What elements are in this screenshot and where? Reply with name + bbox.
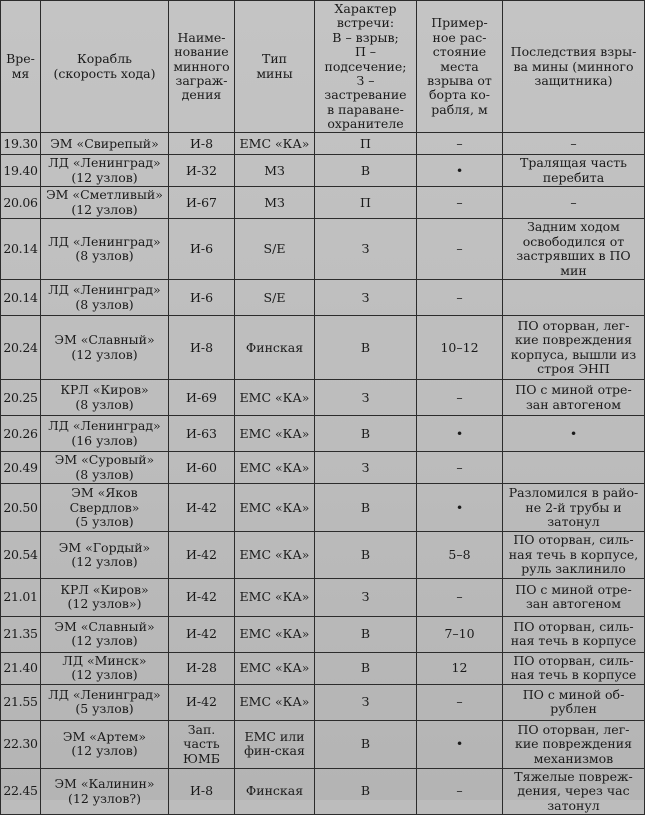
table-row bbox=[1, 316, 645, 380]
cell-ship: ЛД «Ленинград» (16 узлов) bbox=[41, 416, 169, 452]
cell-character: З bbox=[315, 219, 417, 280]
table-row bbox=[1, 768, 645, 815]
cell-time: 21.55 bbox=[1, 684, 41, 720]
cell-ship: ЭМ «Славный» (12 узлов) bbox=[41, 616, 169, 652]
cell-distance: 7–10 bbox=[417, 616, 503, 652]
cell-ship: ЭМ «Гордый» (12 узлов) bbox=[41, 532, 169, 579]
cell-barrage: И-42 bbox=[169, 684, 235, 720]
cell-consequences: – bbox=[503, 133, 645, 155]
cell-consequences: ПО оторван, силь- ная течь в корпусе, руль заклинило bbox=[503, 532, 645, 579]
cell-distance: 12 bbox=[417, 652, 503, 684]
cell-barrage: И-42 bbox=[169, 484, 235, 532]
cell-mine-type: МЗ bbox=[235, 155, 315, 187]
table-row bbox=[1, 484, 645, 532]
cell-time: 20.49 bbox=[1, 452, 41, 484]
cell-time: 20.50 bbox=[1, 484, 41, 532]
cell-distance: – bbox=[417, 768, 503, 815]
cell-barrage: И-42 bbox=[169, 616, 235, 652]
cell-time: 20.14 bbox=[1, 280, 41, 316]
table-row bbox=[1, 280, 645, 316]
cell-ship: ЛД «Ленинград» (12 узлов) bbox=[41, 155, 169, 187]
table-row bbox=[1, 720, 645, 768]
cell-time: 20.14 bbox=[1, 219, 41, 280]
cell-consequences: Разломился в райо- не 2-й трубы и затонул bbox=[503, 484, 645, 532]
cell-time: 22.30 bbox=[1, 720, 41, 768]
cell-ship: ЭМ «Славный» (12 узлов) bbox=[41, 316, 169, 380]
cell-character: В bbox=[315, 616, 417, 652]
cell-ship: ЭМ «Калинин» (12 узлов?) bbox=[41, 768, 169, 815]
cell-mine-type: ЕМС «КА» bbox=[235, 652, 315, 684]
table-row bbox=[1, 219, 645, 280]
cell-ship: ЛД «Ленинград» (8 узлов) bbox=[41, 219, 169, 280]
cell-ship: ЭМ «Суровый» (8 узлов) bbox=[41, 452, 169, 484]
cell-mine-type: Финская bbox=[235, 768, 315, 815]
cell-character: З bbox=[315, 578, 417, 616]
cell-barrage: Зап. часть ЮМБ bbox=[169, 720, 235, 768]
cell-mine-type: ЕМС «КА» bbox=[235, 578, 315, 616]
cell-time: 20.26 bbox=[1, 416, 41, 452]
table-row bbox=[1, 652, 645, 684]
cell-ship: ЛД «Ленинград» (8 узлов) bbox=[41, 280, 169, 316]
cell-character: В bbox=[315, 652, 417, 684]
cell-distance: – bbox=[417, 452, 503, 484]
cell-barrage: И-60 bbox=[169, 452, 235, 484]
cell-mine-type: ЕМС или фин-ская bbox=[235, 720, 315, 768]
cell-barrage: И-28 bbox=[169, 652, 235, 684]
cell-consequences: ПО оторван, лег- кие повреждения механизмов bbox=[503, 720, 645, 768]
cell-consequences: Задним ходом освободился от застрявших в ПО мин bbox=[503, 219, 645, 280]
cell-barrage: И-8 bbox=[169, 768, 235, 815]
cell-consequences bbox=[503, 452, 645, 484]
cell-barrage: И-69 bbox=[169, 380, 235, 416]
table-row bbox=[1, 684, 645, 720]
header-mine-type: Тип мины bbox=[235, 1, 315, 133]
cell-distance: – bbox=[417, 578, 503, 616]
cell-character: В bbox=[315, 416, 417, 452]
cell-consequences: • bbox=[503, 416, 645, 452]
cell-ship: ЭМ «Яков Свердлов» (5 узлов) bbox=[41, 484, 169, 532]
table-body bbox=[1, 133, 645, 815]
cell-character: П bbox=[315, 187, 417, 219]
cell-mine-type: ЕМС «КА» bbox=[235, 532, 315, 579]
cell-barrage: И-6 bbox=[169, 280, 235, 316]
cell-distance: • bbox=[417, 416, 503, 452]
cell-distance: – bbox=[417, 133, 503, 155]
cell-mine-type: МЗ bbox=[235, 187, 315, 219]
cell-time: 20.25 bbox=[1, 380, 41, 416]
cell-consequences: Тяжелые повреж- дения, через час затонул bbox=[503, 768, 645, 815]
cell-time: 19.40 bbox=[1, 155, 41, 187]
cell-distance: • bbox=[417, 720, 503, 768]
cell-mine-type: S/E bbox=[235, 280, 315, 316]
cell-distance: 5–8 bbox=[417, 532, 503, 579]
table-row bbox=[1, 578, 645, 616]
cell-mine-type: ЕМС «КА» bbox=[235, 616, 315, 652]
cell-character: З bbox=[315, 452, 417, 484]
cell-ship: ЛД «Ленинград» (5 узлов) bbox=[41, 684, 169, 720]
cell-character: В bbox=[315, 484, 417, 532]
cell-time: 21.01 bbox=[1, 578, 41, 616]
cell-barrage: И-32 bbox=[169, 155, 235, 187]
header-time: Вре- мя bbox=[1, 1, 41, 133]
cell-ship: ЛД «Минск» (12 узлов) bbox=[41, 652, 169, 684]
table-row bbox=[1, 616, 645, 652]
cell-barrage: И-63 bbox=[169, 416, 235, 452]
table-row bbox=[1, 380, 645, 416]
cell-distance: – bbox=[417, 187, 503, 219]
header-barrage: Наиме- нование минного заграж- дения bbox=[169, 1, 235, 133]
cell-mine-type: ЕМС «КА» bbox=[235, 133, 315, 155]
cell-consequences: ПО с миной отре- зан автогеном bbox=[503, 578, 645, 616]
cell-distance: 10–12 bbox=[417, 316, 503, 380]
cell-mine-type: ЕМС «КА» bbox=[235, 416, 315, 452]
table-row bbox=[1, 452, 645, 484]
cell-barrage: И-8 bbox=[169, 133, 235, 155]
cell-time: 21.35 bbox=[1, 616, 41, 652]
cell-barrage: И-42 bbox=[169, 532, 235, 579]
table-row bbox=[1, 187, 645, 219]
cell-character: З bbox=[315, 280, 417, 316]
cell-consequences: ПО оторван, силь- ная течь в корпусе bbox=[503, 616, 645, 652]
cell-barrage: И-42 bbox=[169, 578, 235, 616]
cell-distance: – bbox=[417, 380, 503, 416]
cell-ship: ЭМ «Сметливый» (12 узлов) bbox=[41, 187, 169, 219]
cell-distance: – bbox=[417, 280, 503, 316]
cell-ship: ЭМ «Артем» (12 узлов) bbox=[41, 720, 169, 768]
table-row bbox=[1, 416, 645, 452]
cell-distance: • bbox=[417, 484, 503, 532]
cell-time: 21.40 bbox=[1, 652, 41, 684]
cell-consequences: ПО оторван, лег- кие повреждения корпуса, вышли из строя ЭНП bbox=[503, 316, 645, 380]
header-character: Характер встречи: В – взрыв; П – подсечение; З – застревание в параване- охранителе bbox=[315, 1, 417, 133]
cell-ship: КРЛ «Киров» (8 узлов) bbox=[41, 380, 169, 416]
cell-distance: – bbox=[417, 684, 503, 720]
cell-distance: • bbox=[417, 155, 503, 187]
cell-distance: – bbox=[417, 219, 503, 280]
cell-character: З bbox=[315, 684, 417, 720]
cell-time: 19.30 bbox=[1, 133, 41, 155]
cell-consequences: ПО с миной об- рублен bbox=[503, 684, 645, 720]
cell-barrage: И-8 bbox=[169, 316, 235, 380]
cell-character: З bbox=[315, 380, 417, 416]
cell-ship: ЭМ «Свирепый» bbox=[41, 133, 169, 155]
cell-character: В bbox=[315, 155, 417, 187]
cell-consequences: Тралящая часть перебита bbox=[503, 155, 645, 187]
cell-consequences bbox=[503, 280, 645, 316]
cell-mine-type: ЕМС «КА» bbox=[235, 484, 315, 532]
cell-character: В bbox=[315, 532, 417, 579]
header-ship: Корабль (скорость хода) bbox=[41, 1, 169, 133]
cell-mine-type: ЕМС «КА» bbox=[235, 452, 315, 484]
cell-time: 20.06 bbox=[1, 187, 41, 219]
cell-barrage: И-6 bbox=[169, 219, 235, 280]
header-row bbox=[1, 1, 645, 133]
cell-character: В bbox=[315, 768, 417, 815]
cell-character: В bbox=[315, 316, 417, 380]
header-distance: Пример- ное рас- стояние места взрыва от борта ко- рабля, м bbox=[417, 1, 503, 133]
cell-barrage: И-67 bbox=[169, 187, 235, 219]
cell-mine-type: S/E bbox=[235, 219, 315, 280]
cell-mine-type: ЕМС «КА» bbox=[235, 684, 315, 720]
cell-time: 20.24 bbox=[1, 316, 41, 380]
cell-time: 22.45 bbox=[1, 768, 41, 815]
cell-mine-type: Финская bbox=[235, 316, 315, 380]
table-row bbox=[1, 155, 645, 187]
header-consequences: Последствия взры- ва мины (минного защитника) bbox=[503, 1, 645, 133]
cell-mine-type: ЕМС «КА» bbox=[235, 380, 315, 416]
cell-character: П bbox=[315, 133, 417, 155]
cell-consequences: – bbox=[503, 187, 645, 219]
cell-time: 20.54 bbox=[1, 532, 41, 579]
table-row bbox=[1, 532, 645, 579]
cell-consequences: ПО с миной отре- зан автогеном bbox=[503, 380, 645, 416]
cell-character: В bbox=[315, 720, 417, 768]
cell-ship: КРЛ «Киров» (12 узлов») bbox=[41, 578, 169, 616]
table-row bbox=[1, 133, 645, 155]
cell-consequences: ПО оторван, силь- ная течь в корпусе bbox=[503, 652, 645, 684]
